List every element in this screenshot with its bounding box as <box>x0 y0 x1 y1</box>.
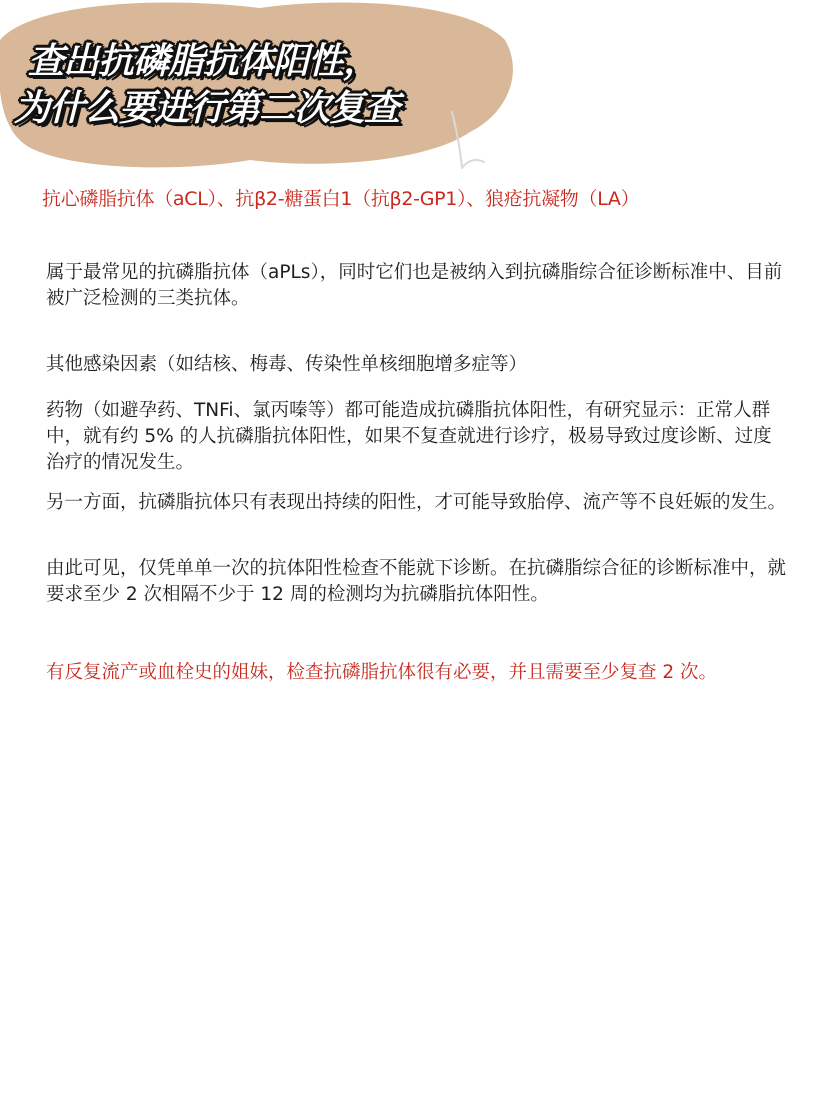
paragraph-persistent-positive: 另一方面，抗磷脂抗体只有表现出持续的阳性，才可能导致胎停、流产等不良妊娠的发生。 <box>46 492 787 513</box>
paragraph-drug-factors: 药物（如避孕药、TNFi、氯丙嗪等）都可能造成抗磷脂抗体阳性，有研究显示：正常人群中，就有约 5% 的人抗磷脂抗体阳性，如果不复查就进行诊疗，极易导致过度诊断、过度治疗的情况发生。 <box>46 400 772 473</box>
page-title-line-2: 为什么要进行第二次复查 <box>14 88 400 129</box>
paragraph-infection-factors: 其他感染因素（如结核、梅毒、传染性单核细胞增多症等） <box>46 354 528 375</box>
antibody-types-heading: 抗心磷脂抗体（aCL）、抗β2-糖蛋白1（抗β2-GP1）、狼疮抗凝物（LA） <box>42 188 640 210</box>
paragraph-recommendation: 有反复流产或血栓史的姐妹，检查抗磷脂抗体很有必要，并且需要至少复查 2 次。 <box>46 662 718 683</box>
page-title-line-1: 查出抗磷脂抗体阳性， <box>28 41 379 82</box>
paragraph-common-antibodies: 属于最常见的抗磷脂抗体（aPLs），同时它们也是被纳入到抗磷脂综合征诊断标准中、目前被广泛检测的三类抗体。 <box>46 262 783 309</box>
page-title <box>14 38 399 132</box>
squiggle-decoration-icon <box>440 108 490 178</box>
paragraph-diagnosis-criteria: 由此可见，仅凭单单一次的抗体阳性检查不能就下诊断。在抗磷脂综合征的诊断标准中，就要求至少 2 次相隔不少于 12 周的检测均为抗磷脂抗体阳性。 <box>46 558 787 605</box>
